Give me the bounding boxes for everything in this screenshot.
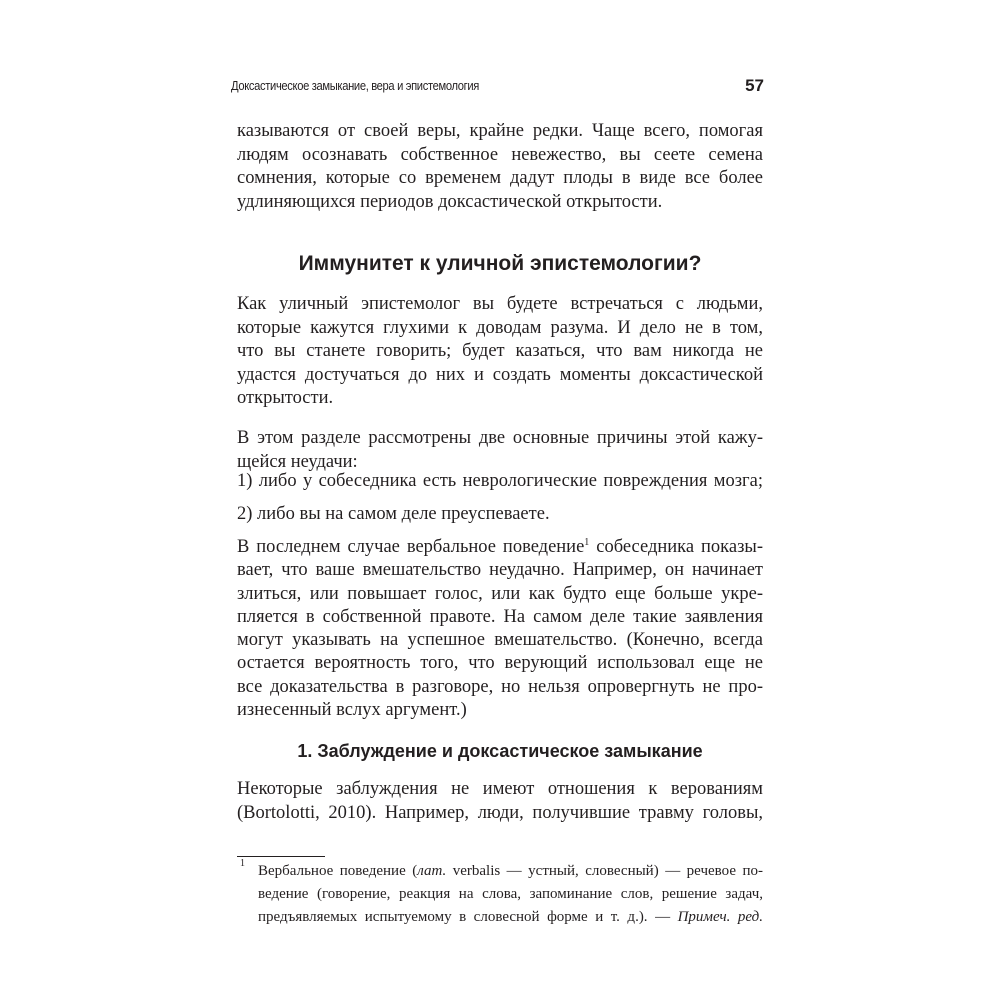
text-line: 2) либо вы на самом деле преуспеваете. <box>237 504 550 524</box>
subsection-heading: 1. Заблуждение и доксастическое замыкание <box>297 741 703 761</box>
text-line: щейся неудачи: <box>237 451 358 472</box>
text-line: злиться, или повышает голос, или как будто еще больше укре- <box>237 583 763 604</box>
text-line: Некоторые заблуждения не имеют отношения к верованиям <box>237 779 763 799</box>
section-heading: Иммунитет к уличной эпистемологии? <box>298 252 702 275</box>
text: предъявляемых испытуемому в словесной форме и т. д.). — <box>258 909 678 925</box>
text-line: 1) либо у собеседника есть неврологические повреждения мозга; <box>237 471 763 491</box>
text-line: изнесенный вслух аргумент.) <box>237 700 467 721</box>
text-line: могут указывать на успешное вмешательство. (Конечно, всегда <box>237 630 763 651</box>
text-line: В этом разделе рассмотрены две основные причины этой кажу- <box>237 428 763 448</box>
text-line: казываются от своей веры, крайне редки. Чаще всего, помогая <box>237 121 763 141</box>
text: Вербальное поведение ( <box>258 863 418 879</box>
text-line: все доказательства в разговоре, но нельзя опровергнуть не про- <box>237 676 763 697</box>
footnote-line <box>258 860 763 883</box>
text-line: которые кажутся глухими к доводам разума. И дело не в том, <box>237 317 763 338</box>
running-header: Доксастическое замыкание, вера и эпистемология <box>231 78 479 93</box>
paragraph-intro <box>237 120 763 214</box>
text: В последнем случае вербальное поведение <box>237 537 585 557</box>
footnote-divider <box>237 856 325 857</box>
paragraph-street-epistemologist <box>237 293 763 411</box>
text-line: вает, что ваше вмешательство неудачно. Например, он начинает <box>237 560 763 581</box>
text-line: пляется в собственной правоте. На самом деле такие заявления <box>237 606 763 627</box>
text-line: удлиняющихся периодов доксастической открытости. <box>237 191 663 212</box>
footnote-mark: 1 <box>240 858 245 869</box>
text: verbalis — устный, словесный) — речевое по- <box>446 863 763 879</box>
paragraph-reasons <box>237 427 763 474</box>
footnote-line: ведение (говорение, реакция на слова, запоминание слов, решение задач, <box>258 886 763 902</box>
list-item-1 <box>237 470 763 494</box>
text-italic: Примеч. ред. <box>677 909 763 925</box>
text-line: сомнения, которые со временем дадут плоды в виде все более <box>237 168 763 188</box>
text-line: что вы станете говорить; будет казаться, что вам никогда не <box>237 341 763 361</box>
text: собеседника показы- <box>589 537 763 557</box>
text-line: Как уличный эпистемолог вы будете встречаться с людьми, <box>237 294 763 314</box>
page-number: 57 <box>745 76 764 95</box>
text-italic: лат. <box>417 863 447 879</box>
paragraph-verbal-behavior <box>237 536 763 722</box>
text-line: остается вероятность того, что верующий использовал еще не <box>237 653 763 674</box>
paragraph-delusions <box>237 778 763 825</box>
text-line: (Bortolotti, 2010). Например, люди, получившие травму головы, <box>237 802 763 823</box>
text-line: удастся достучаться до них и создать моменты доксастической <box>237 364 763 385</box>
footnote <box>258 860 763 929</box>
footnote-ref[interactable]: 1 <box>584 536 590 548</box>
text-line: людям осознавать собственное невежество, вы сеете семена <box>237 144 763 165</box>
text-line <box>237 536 763 559</box>
list-item-2 <box>237 503 763 527</box>
text-line: открытости. <box>237 388 334 408</box>
footnote-line <box>258 906 763 929</box>
